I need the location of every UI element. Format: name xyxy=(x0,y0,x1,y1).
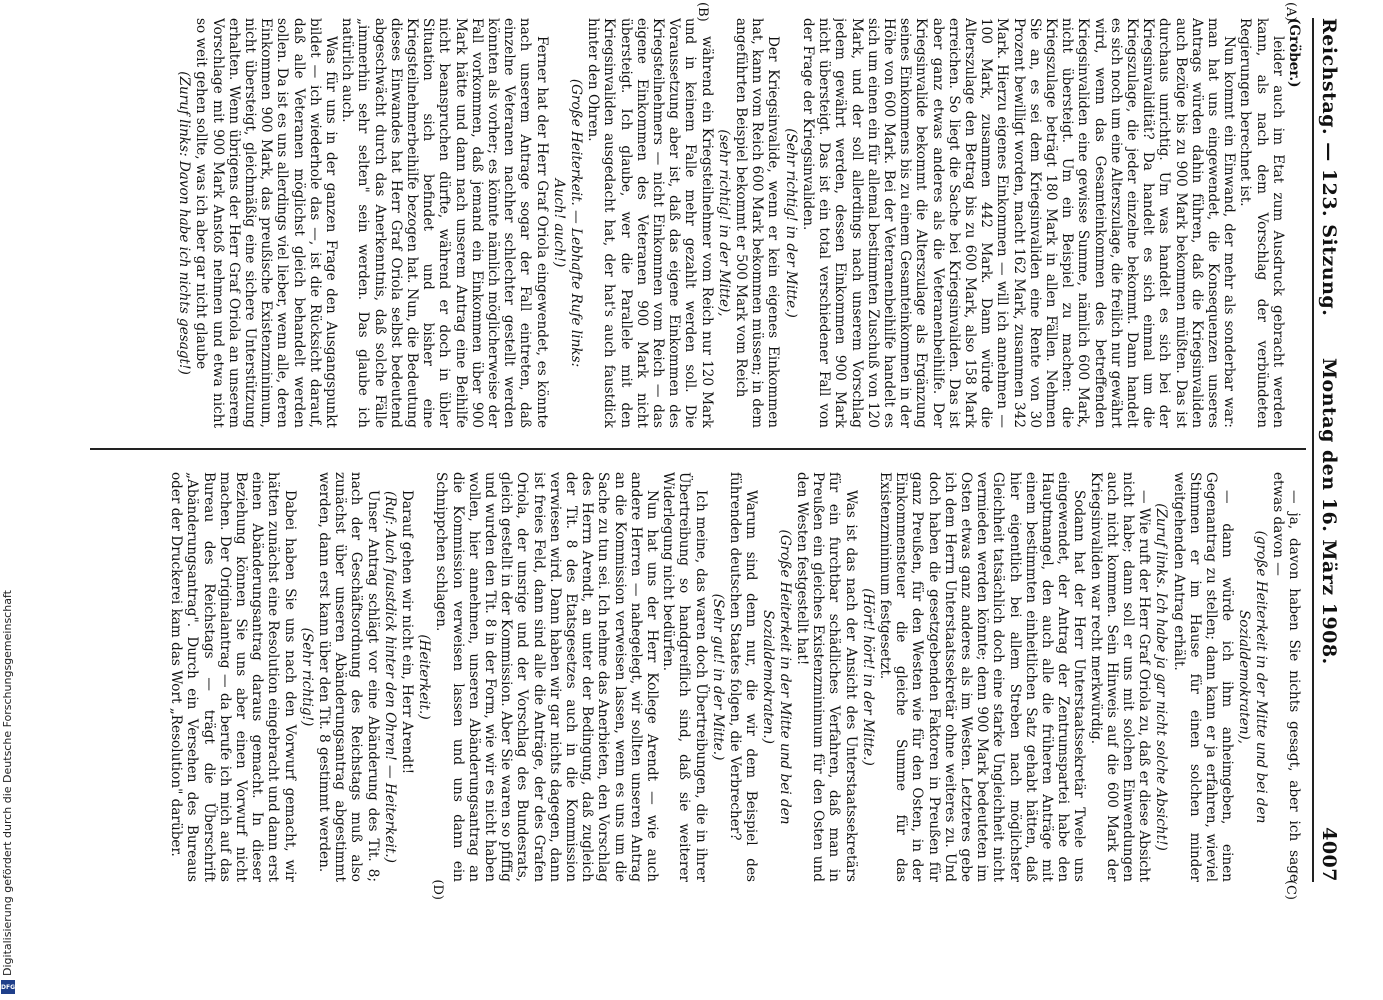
interjection: Auch! auch!) xyxy=(550,178,567,268)
paragraph: Was ist das nach der Ansicht des Unterstaatssekretärs für ein furchtbar schädliches Verfahren, daß man in Preußen ein gleiches Existenzminimum für den Osten und den Westen festgestellt hat! xyxy=(793,472,859,882)
interjection: (Zuruf links. Ich habe ja gar nicht solche Absicht!) xyxy=(1153,503,1170,851)
interjection: (Große Heiterkeit in der Mitte und bei den Sozialdemokraten.) xyxy=(760,529,793,825)
interjection: (Hört! hört! in der Mitte.) xyxy=(859,588,876,766)
interjection: (Große Heiterkeit. — Lebhafte Rufe links: xyxy=(568,78,585,368)
paragraph: — Wie ruft der Herr Graf Oriola zu, daß er diese Absicht nicht habe; dann soll er uns mit solchen Einwendungen auch nicht kommen. Sein Hinweis auf die 600 Mark der Kriegsinvaliden war recht merkwürdig. xyxy=(1087,472,1153,882)
interjection: (Zuruf links: Davon habe ich nichts gesagt!) xyxy=(176,71,193,375)
paragraph: während ein Kriegsteilnehmer vom Reich nur 120 Mark und in keinem Falle mehr gezahlt werden soll. Die Voraussetzung aber ist, daß das eigene Einkommen des Kriegsteilnehmers — nicht Einkommen vom Reich — das eigene Einkommen des Veteranen 900 Mark nicht übersteigt. Ich glaube, wer die Parallele mit den Kriegsinvaliden ausgedacht hat, der hat's auch faustdick hinter den Ohren. xyxy=(585,18,715,428)
paragraph: leider auch im Etat zum Ausdruck gebracht werden kann, als nach dem Vorschlag der verbündeten Regierungen berechnet ist. xyxy=(1237,18,1286,428)
funding-note-text: Digitalisierung gefördert durch die Deutsche Forschungsgemeinschaft xyxy=(1,590,14,976)
interjection: (Sehr richtig! in der Mitte.) xyxy=(782,128,799,318)
paragraph: Nun hat uns der Herr Kollege Arendt — wie auch andere Herren — nahegelegt, wir sollten unseren Antrag an die Kommission verweisen lassen, wenn es uns um die Sache zu tun sei. Ich nehme das Anerbieten, den Vorschlag des Herrn Arendt, an unter der Bedingung, daß zugleich der Tit. 8 des Etatsgesetzes auch in die Kommission verwiesen wird. Dann haben wir gar nichts dagegen, dann ist freies Feld, dann sind alle die Anträge, der des Grafen Oriola, der unsrige und der Vorschlag des Bundesrats, gleich gestellt in der Kommission. Aber Sie waren so pfiffig und wurden den Tit. 8 in der Form, wie wir es nicht haben wollen, hier annehmen, unseren Abänderungsantrag an die Kommission verweisen lassen und uns dann ein Schnippchen schlagen. xyxy=(433,472,661,882)
paragraph: Nun kommt ein Einwand, der mehr als sonderbar war: man hat uns eingewendet, die Konsequenzen unseres Antrags würden dahin führen, daß die Kriegsinvaliden auch Bezüge bis zu 900 Mark bekommen müßten. Das ist durchaus unrichtig. Um was handelt es sich bei der Kriegsinvalidität? Da handelt es sich einmal um die Kriegszulage, die jeder einzelne bekommt. Dann handelt es sich noch um eine Alterszulage, die freilich nur gewährt wird, wenn das Gesamteinkommen des betreffenden Kriegsinvaliden eine gewisse Summe, nämlich 600 Mark, nicht übersteigt. Um ein Beispiel zu machen: die Kriegszulage beträgt 180 Mark in allen Fällen. Nehmen Sie an, es sei dem Kriegsinvaliden eine Rente von 30 Prozent bewilligt worden, macht 162 Mark, zusammen 342 Mark. Hierzu eigenes Einkommen — will ich annehmen — 100 Mark, zusammen 442 Mark. Dann würde die Alterszulage den Betrag bis zu 600 Mark, also 158 Mark erreichen. So liegt die Sache bei Kriegsinvaliden. Das ist aber ganz etwas anderes als die Veteranenbeihilfe. Der Kriegsinvalide bekommt die Alterszulage als Ergänzung seines Einkommens bis zu einem Gesamteinkommen in der Höhe von 600 Mark. Bei der Veteranenbeihilfe handelt es sich um einen ein für allemal bestimmten Zuschuß von 120 Mark, und der soll allerdings nach unserem Vorschlag jedem gewährt werden, dessen Einkommen 900 Mark nicht übersteigt. Das ist ein total verschiedener Fall von der Frage der Kriegsinvaliden. xyxy=(799,18,1238,428)
interjection: (Ruf: Auch faustdick hinter den Ohren! — Heiterkeit.) xyxy=(381,491,398,863)
paragraph: Was für uns in der ganzen Frage den Ausgangspunkt bildet — ich wiederhole das —, ist die Rücksicht darauf, daß alle Veteranen möglichst gleich behandelt werden sollen. Da ist es uns allerdings viel lieber, wenn alle, deren Einkommen 900 Mark, das preußische Existenzminimum, nicht übersteigt, gleichmäßig eine sichere Unterstützung erhalten. Wenn übrigens der Herr Graf Oriola an unserem Vorschlage mit 900 Mark Anstoß nehmen und etwa nicht so weit gehen sollte, was ich aber gar nicht glaube xyxy=(193,18,340,428)
paragraph: Warum sind denn nur, die wir dem Beispiel des führenden deutschen Staates folgen, die Verbrecher? xyxy=(727,472,760,882)
document-page xyxy=(80,0,1350,900)
column-divider xyxy=(90,448,1306,450)
interjection: (Sehr richtig!) xyxy=(298,627,315,727)
margin-marker-d: (D) xyxy=(430,879,445,900)
speaker-tag: (Gröber.) xyxy=(1286,18,1302,88)
text-column-left xyxy=(90,18,1302,428)
paragraph: — ja, davon haben Sie nichts gesagt, aber ich sage etwas davon — xyxy=(1269,472,1302,882)
margin-marker-b: (B) xyxy=(695,2,710,22)
paragraph: Unser Antrag schlägt vor eine Abänderung des Tit. 8; nach der Geschäftsordnung des Reichstags muß also zunächst über unseren Abänderungsantrag abgestimmt werden, dann erst kann über den Tit. 8 gestimmt werden. xyxy=(316,472,381,882)
paragraph: Darauf gehen wir nicht ein, Herr Arendt! xyxy=(399,490,416,775)
paragraph: Ferner hat der Herr Graf Oriola eingewendet, es könnte nach unserem Antrage sogar der Fall eintreten, daß einzelne Veteranen nachher schlechter gestellt werden könnten als vorher; es könnte nämlich möglicherweise der Fall vorkommen, daß jemand ein Einkommen über 900 Mark hätte und dann nach unserem Antrag eine Beihilfe nicht beanspruchen dürfte, während er doch in übler Situation sich befindet und bisher eine Kriegsteilnehmerbeihilfe bezogen hat. Nun, die Bedeutung dieses Einwandes hat Herr Graf Oriola selbst bedeutend abgeschwächt durch das Anerkenntnis, daß solche Fälle „immerhin sehr selten" sein werden. Das glaube ich natürlich auch. xyxy=(339,18,550,428)
margin-marker-a: (A) xyxy=(1283,2,1298,22)
page-header xyxy=(1312,18,1340,882)
page-number: 4007 xyxy=(1318,827,1340,882)
margin-marker-c: (C) xyxy=(1283,879,1298,900)
interjection: (Sehr gut! in der Mitte.) xyxy=(709,593,726,761)
funding-sidenote xyxy=(0,0,18,1000)
paragraph: Sodann hat der Herr Unterstaatssekretär Twele uns eingewendet, der Antrag der Zentrumspartei habe den Hauptmangel, den auch alle die früheren Anträge mit einem bestimmten einheitlichen Satz gehabt hätten, daß hier eigentlich bei allem Streben nach möglichster Gleichheit tatsächlich doch eine starke Ungleichheit nicht vermieden werden könnte; denn 900 Mark bedeuteten im Osten etwas ganz anderes als im Westen. Letzteres gebe ich dem Herrn Unterstaatssekretär ohne weiteres zu. Und doch haben die gesetzgebenden Faktoren in Preußen für ganz Preußen, für den Westen wie für den Osten, in der Einkommensteuer die gleiche Summe für das Existenzminimum festgesetzt. xyxy=(876,472,1088,882)
paragraph: Ich meine, das waren doch Übertreibungen, die in ihrer Übertreibung so handgreiflich sind, daß sie weiterer Widerlegung nicht bedürfen. xyxy=(660,472,709,882)
text-column-right xyxy=(90,472,1302,882)
interjection: (Heiterkeit.) xyxy=(416,634,433,720)
header-date: Montag den 16. März 1908. xyxy=(1318,358,1340,665)
dfg-logo: DFG xyxy=(1,980,15,994)
paragraph: Der Kriegsinvalide, wenn er kein eigenes Einkommen hat, kann vom Reich 600 Mark bekommen müssen; in dem angeführten Beispiel bekommt er 500 Mark vom Reich xyxy=(733,18,782,428)
interjection: (große Heiterkeit in der Mitte und bei den Sozialdemokraten), xyxy=(1236,530,1269,824)
interjection: (sehr richtig! in der Mitte), xyxy=(715,129,732,317)
paragraph: — dann würde ich ihm anheimgeben, einen Gegenantrag zu stellen; dann kann er ja erfahren, wieviel Stimmen er im Hause für einen solchen minder weitgehenden Antrag erhält. xyxy=(1170,472,1236,882)
header-session: Reichstag. — 123. Sitzung. xyxy=(1318,18,1340,317)
paragraph: Dabei haben Sie uns nach den Vorwurf gemacht, wir hätten zunächst eine Resolution eingebracht und dann erst einen Abänderungsantrag daraus gemacht. In dieser Beziehung können Sie uns aber einen Vorwurf nicht machen. Der Originalantrag — da berufe ich mich auf das Bureau des Reichstags — trägt die Überschrift „Abänderungsantrag". Durch ein Versehen des Bureaus oder der Druckerei kam das Wort „Resolution" darüber. xyxy=(168,472,298,882)
